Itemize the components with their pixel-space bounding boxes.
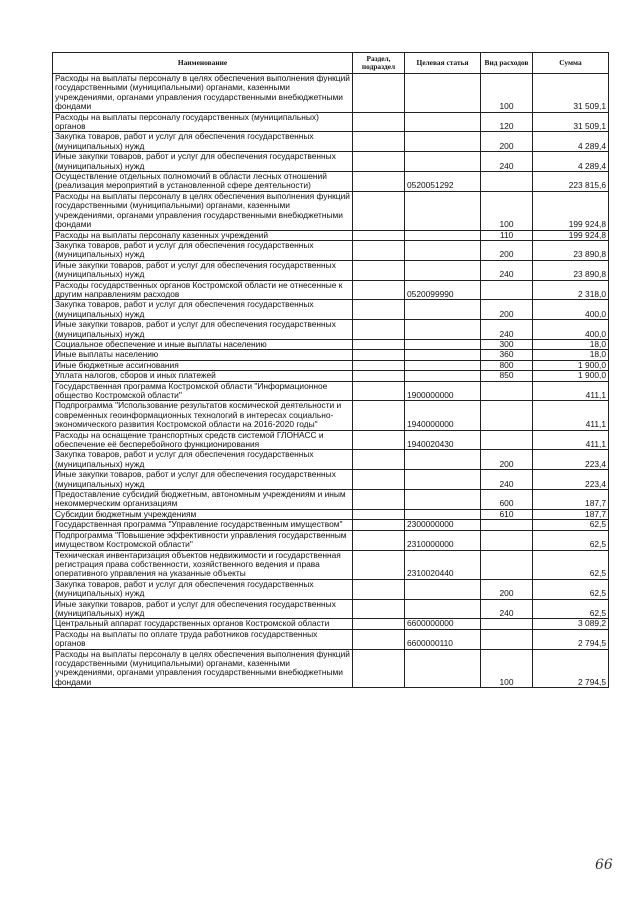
cell-name: Закупка товаров, работ и услуг для обеспечения государственных (муниципальных) нужд [53, 300, 353, 320]
cell-name: Иные бюджетные ассигнования [53, 360, 353, 370]
cell-section [353, 530, 405, 550]
table-row [53, 579, 609, 599]
cell-target [405, 490, 481, 510]
header-name: Наименование [53, 53, 353, 74]
cell-section [353, 550, 405, 579]
cell-target [405, 300, 481, 320]
cell-name: Расходы на оснащение транспортных средств системой ГЛОНАСС и обеспечение её бесперебойного функционирования [53, 430, 353, 450]
cell-type: 200 [481, 300, 533, 320]
cell-section [353, 490, 405, 510]
header-sum: Сумма [533, 53, 609, 74]
cell-name: Расходы государственных органов Костромской области не отнесенные к другим направлениям расходов [53, 280, 353, 300]
cell-target [405, 152, 481, 172]
cell-section [353, 280, 405, 300]
cell-name: Закупка товаров, работ и услуг для обеспечения государственных (муниципальных) нужд [53, 132, 353, 152]
cell-target [405, 579, 481, 599]
cell-name: Иные закупки товаров, работ и услуг для обеспечения государственных (муниципальных) нужд [53, 320, 353, 340]
cell-type: 100 [481, 191, 533, 230]
cell-type: 120 [481, 112, 533, 132]
cell-section [353, 339, 405, 349]
cell-section [353, 191, 405, 230]
cell-target [405, 339, 481, 349]
cell-target: 2310020440 [405, 550, 481, 579]
cell-section [353, 350, 405, 360]
cell-sum: 411,1 [533, 381, 609, 401]
cell-name: Предоставление субсидий бюджетным, автономным учреждениям и иным некоммерческим организациям [53, 490, 353, 510]
cell-sum: 411,1 [533, 401, 609, 430]
cell-sum: 199 924,8 [533, 191, 609, 230]
table-header-row [53, 53, 609, 74]
cell-type: 240 [481, 152, 533, 172]
table-row [53, 260, 609, 280]
cell-sum: 4 289,4 [533, 132, 609, 152]
cell-type [481, 550, 533, 579]
cell-section [353, 320, 405, 340]
cell-name: Социальное обеспечение и иные выплаты населению [53, 339, 353, 349]
cell-sum: 400,0 [533, 320, 609, 340]
cell-name: Расходы на выплаты персоналу в целях обеспечения выполнения функций государственными (муниципальными) органами, казенными учреждениями, органами управления государственными внебюджетными фондами [53, 649, 353, 688]
cell-sum: 18,0 [533, 350, 609, 360]
cell-name: Техническая инвентаризация объектов недвижимости и государственная регистрация права собственности, хозяйственного ведения и права оперативного управления на указанные объекты [53, 550, 353, 579]
cell-sum: 223,4 [533, 470, 609, 490]
table-row [53, 371, 609, 381]
cell-type: 240 [481, 320, 533, 340]
cell-sum: 62,5 [533, 530, 609, 550]
table-row [53, 450, 609, 470]
table-row [53, 320, 609, 340]
cell-name: Расходы на выплаты персоналу государственных (муниципальных) органов [53, 112, 353, 132]
table-row [53, 401, 609, 430]
table-row [53, 430, 609, 450]
cell-target: 2300000000 [405, 520, 481, 530]
cell-section [353, 430, 405, 450]
cell-name: Закупка товаров, работ и услуг для обеспечения государственных (муниципальных) нужд [53, 579, 353, 599]
cell-sum: 2 794,5 [533, 629, 609, 649]
cell-name: Расходы на выплаты персоналу казенных учреждений [53, 230, 353, 240]
cell-type: 100 [481, 649, 533, 688]
cell-sum: 18,0 [533, 339, 609, 349]
cell-type: 800 [481, 360, 533, 370]
cell-target: 1940020430 [405, 430, 481, 450]
cell-name: Осуществление отдельных полномочий в области лесных отношений (реализация мероприятий в установленной сфере деятельности) [53, 172, 353, 192]
table-row [53, 280, 609, 300]
cell-section [353, 132, 405, 152]
cell-type [481, 619, 533, 629]
table-row [53, 649, 609, 688]
cell-type: 100 [481, 74, 533, 113]
cell-type: 200 [481, 132, 533, 152]
cell-section [353, 74, 405, 113]
cell-section [353, 520, 405, 530]
cell-target [405, 371, 481, 381]
budget-table [52, 52, 609, 688]
cell-type [481, 172, 533, 192]
table-row [53, 172, 609, 192]
cell-target [405, 450, 481, 470]
cell-target: 6600000000 [405, 619, 481, 629]
cell-type [481, 401, 533, 430]
page-number: 66 [595, 857, 613, 873]
table-row [53, 240, 609, 260]
table-row [53, 112, 609, 132]
cell-sum: 400,0 [533, 300, 609, 320]
cell-name: Закупка товаров, работ и услуг для обеспечения государственных (муниципальных) нужд [53, 450, 353, 470]
cell-target [405, 360, 481, 370]
table-row [53, 550, 609, 579]
cell-target: 1900000000 [405, 381, 481, 401]
cell-sum: 31 509,1 [533, 112, 609, 132]
cell-sum: 2 794,5 [533, 649, 609, 688]
cell-target [405, 240, 481, 260]
cell-name: Иные закупки товаров, работ и услуг для обеспечения государственных (муниципальных) нужд [53, 152, 353, 172]
cell-section [353, 371, 405, 381]
table-row [53, 619, 609, 629]
cell-sum: 2 318,0 [533, 280, 609, 300]
cell-sum: 187,7 [533, 490, 609, 510]
cell-type: 240 [481, 470, 533, 490]
cell-sum: 1 900,0 [533, 360, 609, 370]
cell-target [405, 112, 481, 132]
cell-type [481, 530, 533, 550]
cell-type: 360 [481, 350, 533, 360]
cell-sum: 31 509,1 [533, 74, 609, 113]
cell-sum: 411,1 [533, 430, 609, 450]
cell-sum: 62,5 [533, 579, 609, 599]
cell-name: Уплата налогов, сборов и иных платежей [53, 371, 353, 381]
table-row [53, 191, 609, 230]
cell-name: Центральный аппарат государственных органов Костромской области [53, 619, 353, 629]
cell-target [405, 230, 481, 240]
cell-sum: 62,5 [533, 520, 609, 530]
cell-sum: 187,7 [533, 509, 609, 519]
cell-name: Подпрограмма "Повышение эффективности управления государственным имуществом Костромской области" [53, 530, 353, 550]
cell-section [353, 230, 405, 240]
cell-target: 0520051292 [405, 172, 481, 192]
cell-name: Расходы на выплаты по оплате труда работников государственных органов [53, 629, 353, 649]
cell-section [353, 300, 405, 320]
cell-name: Закупка товаров, работ и услуг для обеспечения государственных (муниципальных) нужд [53, 240, 353, 260]
cell-type: 600 [481, 490, 533, 510]
cell-name: Государственная программа "Управление государственным имуществом" [53, 520, 353, 530]
cell-type: 200 [481, 240, 533, 260]
cell-name: Иные выплаты населению [53, 350, 353, 360]
cell-section [353, 629, 405, 649]
cell-type [481, 280, 533, 300]
cell-sum: 199 924,8 [533, 230, 609, 240]
cell-sum: 62,5 [533, 550, 609, 579]
cell-type: 200 [481, 579, 533, 599]
cell-target [405, 260, 481, 280]
cell-target [405, 649, 481, 688]
cell-section [353, 619, 405, 629]
cell-name: Государственная программа Костромской области "Информационное общество Костромской области" [53, 381, 353, 401]
cell-sum: 223 815,6 [533, 172, 609, 192]
cell-section [353, 509, 405, 519]
cell-section [353, 401, 405, 430]
cell-section [353, 579, 405, 599]
cell-section [353, 360, 405, 370]
cell-section [353, 152, 405, 172]
table-row [53, 300, 609, 320]
table-row [53, 629, 609, 649]
cell-section [353, 381, 405, 401]
cell-name: Субсидии бюджетным учреждениям [53, 509, 353, 519]
cell-target: 2310000000 [405, 530, 481, 550]
table-row [53, 520, 609, 530]
cell-target [405, 320, 481, 340]
cell-type [481, 381, 533, 401]
table-row [53, 132, 609, 152]
cell-type: 240 [481, 599, 533, 619]
cell-section [353, 649, 405, 688]
cell-type: 200 [481, 450, 533, 470]
cell-name: Расходы на выплаты персоналу в целях обеспечения выполнения функций государственными (муниципальными) органами, казенными учреждениями, органами управления государственными внебюджетными фондами [53, 191, 353, 230]
cell-sum: 23 890,8 [533, 240, 609, 260]
table-row [53, 470, 609, 490]
cell-section [353, 240, 405, 260]
table-row [53, 599, 609, 619]
cell-target [405, 599, 481, 619]
table-body [53, 74, 609, 688]
cell-sum: 23 890,8 [533, 260, 609, 280]
table-row [53, 381, 609, 401]
cell-sum: 3 089,2 [533, 619, 609, 629]
table-row [53, 509, 609, 519]
table-row [53, 360, 609, 370]
cell-type [481, 629, 533, 649]
cell-type [481, 430, 533, 450]
table-row [53, 339, 609, 349]
cell-target: 1940000000 [405, 401, 481, 430]
header-target: Целевая статья [405, 53, 481, 74]
cell-name: Подпрограмма "Использование результатов космической деятельности и современных геоинформационных технологий в интересах социально-экономического развития Костромской области на 2016-2020 годы" [53, 401, 353, 430]
cell-type: 300 [481, 339, 533, 349]
table-row [53, 74, 609, 113]
cell-target: 6600000110 [405, 629, 481, 649]
cell-target: 0520099990 [405, 280, 481, 300]
cell-sum: 4 289,4 [533, 152, 609, 172]
table-row [53, 350, 609, 360]
cell-target [405, 132, 481, 152]
cell-name: Иные закупки товаров, работ и услуг для обеспечения государственных (муниципальных) нужд [53, 470, 353, 490]
cell-type: 110 [481, 230, 533, 240]
header-type: Вид расходов [481, 53, 533, 74]
cell-sum: 223,4 [533, 450, 609, 470]
cell-section [353, 470, 405, 490]
table-row [53, 230, 609, 240]
cell-section [353, 450, 405, 470]
cell-name: Расходы на выплаты персоналу в целях обеспечения выполнения функций государственными (муниципальными) органами, казенными учреждениями, органами управления государственными внебюджетными фондами [53, 74, 353, 113]
table-row [53, 490, 609, 510]
cell-target [405, 350, 481, 360]
cell-name: Иные закупки товаров, работ и услуг для обеспечения государственных (муниципальных) нужд [53, 260, 353, 280]
cell-section [353, 599, 405, 619]
cell-target [405, 470, 481, 490]
cell-target [405, 509, 481, 519]
cell-section [353, 172, 405, 192]
cell-section [353, 112, 405, 132]
cell-sum: 62,5 [533, 599, 609, 619]
header-section: Раздел, подраздел [353, 53, 405, 74]
table-row [53, 530, 609, 550]
cell-section [353, 260, 405, 280]
cell-type: 610 [481, 509, 533, 519]
cell-type [481, 520, 533, 530]
cell-type: 240 [481, 260, 533, 280]
cell-target [405, 74, 481, 113]
cell-type: 850 [481, 371, 533, 381]
table-row [53, 152, 609, 172]
cell-target [405, 191, 481, 230]
cell-sum: 1 900,0 [533, 371, 609, 381]
cell-name: Иные закупки товаров, работ и услуг для обеспечения государственных (муниципальных) нужд [53, 599, 353, 619]
